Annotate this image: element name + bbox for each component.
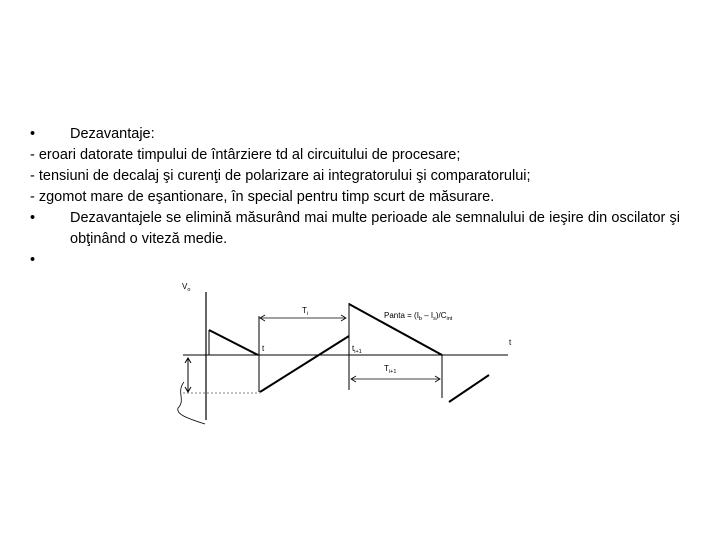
- t-i1-label: $t_{i+1}$: [352, 344, 362, 355]
- period2-label: $T_{i+1}$: [384, 364, 397, 375]
- bullet-empty: •: [30, 252, 36, 268]
- t-i-label: t: [262, 344, 265, 353]
- ramp-up: [260, 336, 349, 392]
- period-label: $T_i$: [302, 306, 309, 317]
- leader-curve: [178, 382, 205, 424]
- time-axis-label: t: [509, 338, 512, 347]
- disadvantage-item-1: - eroari datorate timpului de întârziere td al circuitului de procesare;: [30, 147, 461, 163]
- remedy-text: Dezavantajele se elimină măsurând mai multe perioade ale semnalului de ieşire din oscilator şi obţinând o viteză medie.: [70, 210, 680, 247]
- ramp-final: [449, 375, 489, 402]
- y-axis-label: $V_o$: [182, 282, 191, 293]
- bullet-heading: •: [30, 126, 36, 142]
- heading-text: Dezavantaje:: [70, 126, 155, 142]
- bullet-remedy: •: [30, 210, 36, 226]
- disadvantage-item-2: - tensiuni de decalaj şi curenţi de polarizare ai integratorului şi comparatorului;: [30, 168, 531, 184]
- disadvantage-item-3: - zgomot mare de eşantionare, în special pentru timp scurt de măsurare.: [30, 189, 495, 205]
- slope-label: Panta = $(I_b - I_s)/C_{int}$: [384, 311, 453, 322]
- ramp1-down: [209, 330, 258, 355]
